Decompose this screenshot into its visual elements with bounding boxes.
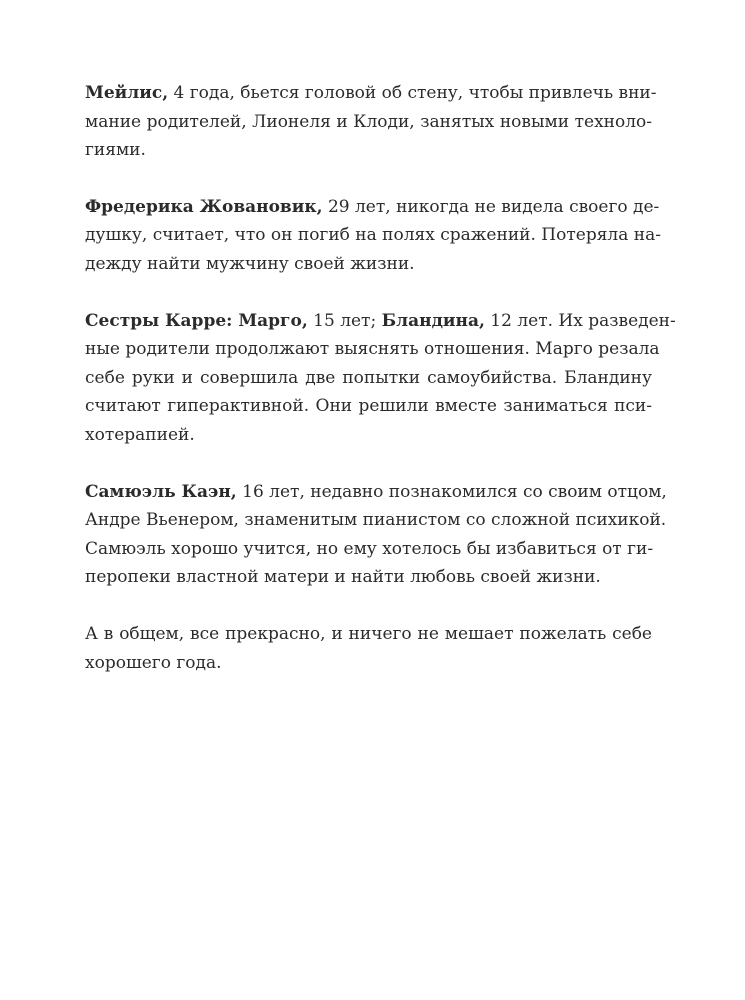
text-run: перопеки властной матери и найти любовь своей жизни.: [85, 567, 601, 588]
text-line: [85, 620, 652, 649]
text-line: [85, 335, 660, 364]
character-name: Сестры Карре: Марго,: [85, 310, 308, 331]
text-line: [85, 307, 676, 336]
text-run: 4 года, бьется головой об стену, чтобы привлечь вни-: [168, 83, 657, 103]
text-run: мание родителей, Лионеля и Клоди, занятых новыми техноло-: [85, 111, 652, 132]
paragraph: [85, 307, 676, 450]
paragraph: [85, 478, 667, 592]
text-run: 15 лет;: [307, 310, 382, 331]
paragraph: [85, 193, 661, 279]
text-run: хотерапией.: [85, 424, 195, 445]
character-name: Фредерика Жовановик,: [85, 196, 323, 217]
text-run: Самюэль хорошо учится, но ему хотелось бы избавиться от ги-: [85, 538, 654, 559]
text-line: [85, 421, 652, 450]
text-line: [85, 79, 657, 108]
text-line: [85, 364, 652, 393]
text-run: 12 лет. Их разведен-: [484, 310, 676, 331]
character-name: Бландина,: [381, 310, 485, 331]
text-run: ные родители продолжают выяснять отношения. Марго резала: [85, 339, 660, 360]
text-run: себе руки и совершила две попытки самоубийства. Бландину: [85, 367, 652, 388]
text-run: дежду найти мужчину своей жизни.: [85, 253, 415, 274]
character-name: Самюэль Каэн,: [85, 481, 237, 502]
paragraph: [85, 79, 657, 165]
text-run: считают гиперактивной. Они решили вместе заниматься пси-: [85, 396, 652, 417]
text-line: [85, 506, 667, 535]
text-run: Андре Вьенером, знаменитым пианистом со сложной психикой.: [85, 510, 667, 531]
text-line: [85, 250, 652, 279]
text-line: [85, 392, 652, 421]
text-run: душку, считает, что он погиб на полях сражений. Потеряла на-: [85, 225, 661, 246]
character-name: Мейлис,: [85, 83, 169, 103]
text-run: хорошего года.: [85, 652, 222, 673]
text-line: [85, 563, 652, 592]
text-line: [85, 193, 660, 222]
text-run: 29 лет, никогда не видела своего де-: [322, 196, 660, 217]
text-run: А в общем, все прекрасно, и ничего не мешает пожелать себе: [85, 623, 652, 644]
document-page: [85, 79, 676, 705]
text-line: [85, 136, 652, 165]
paragraph: [85, 620, 652, 677]
text-line: [85, 108, 652, 137]
text-line: [85, 221, 661, 250]
text-line: [85, 535, 652, 564]
text-line: [85, 649, 652, 678]
text-run: 16 лет, недавно познакомился со своим отцом,: [236, 481, 667, 502]
text-line: [85, 478, 667, 507]
text-run: гиями.: [85, 140, 146, 161]
